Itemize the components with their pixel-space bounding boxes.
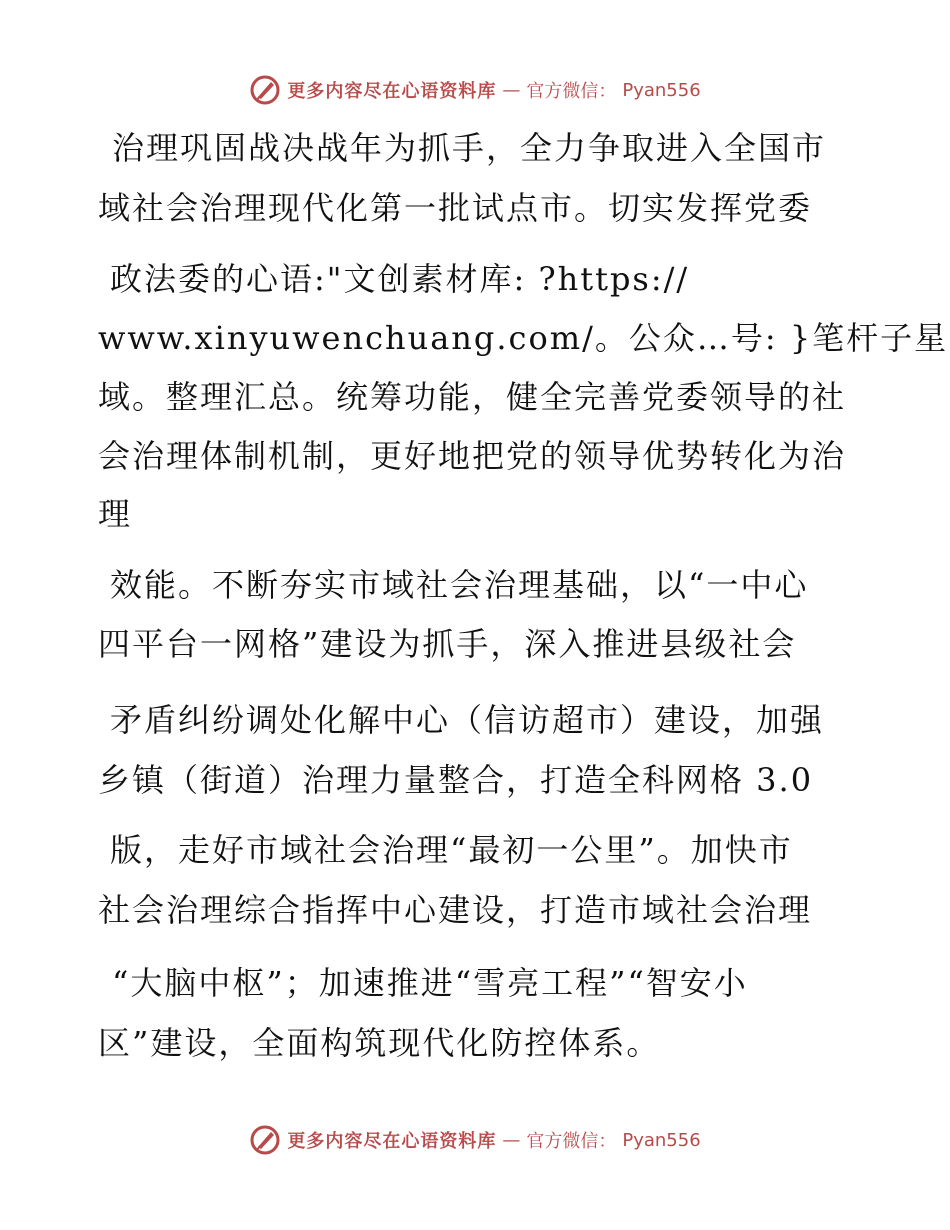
body-line: “大脑中枢”；加速推进“雪亮工程”“智安小 xyxy=(112,964,748,1002)
quill-logo-icon xyxy=(249,1124,281,1156)
body-line: 乡镇（街道）治理力量整合，打造全科网格 3.0 xyxy=(98,761,814,799)
footer-watermark xyxy=(0,1122,950,1158)
watermark-brand: 更多内容尽在心语资料库 xyxy=(287,1131,497,1152)
body-line: 理 xyxy=(98,495,133,533)
body-line: 会治理体制机制，更好地把党的领导优势转化为治 xyxy=(98,437,847,475)
body-line: 域社会治理现代化第一批试点市。切实发挥党委 xyxy=(98,189,813,227)
body-line: 效能。不断夯实市域社会治理基础，以“一中心 xyxy=(110,566,809,604)
body-line: 政法委的心语:"文创素材库: ?https:// xyxy=(110,260,690,298)
watermark-contact-prefix: 官方微信： xyxy=(526,1131,617,1152)
watermark-separator: — xyxy=(502,1129,521,1151)
watermark-contact-prefix: 官方微信： xyxy=(526,81,617,102)
body-line: 矛盾纠纷调处化解中心（信访超市）建设，加强 xyxy=(110,701,825,739)
body-line: 区”建设，全面构筑现代化防控体系。 xyxy=(98,1024,661,1062)
body-line: www.xinyuwenchuang.com/。公众…号: }笔杆子星 xyxy=(98,319,949,357)
watermark-brand: 更多内容尽在心语资料库 xyxy=(287,81,497,102)
body-line: 治理巩固战决战年为抓手，全力争取进入全国市 xyxy=(112,129,827,167)
body-line: 版，走好市域社会治理“最初一公里”。加快市 xyxy=(110,831,793,869)
body-line: 域。整理汇总。统筹功能，健全完善党委领导的社 xyxy=(98,378,847,416)
watermark-contact-id: Pyan556 xyxy=(622,79,701,101)
watermark-contact-id: Pyan556 xyxy=(622,1129,701,1151)
body-line: 四平台一网格”建设为抓手，深入推进县级社会 xyxy=(98,625,797,663)
watermark-separator: — xyxy=(502,79,521,101)
body-line: 社会治理综合指挥中心建设，打造市域社会治理 xyxy=(98,891,813,929)
